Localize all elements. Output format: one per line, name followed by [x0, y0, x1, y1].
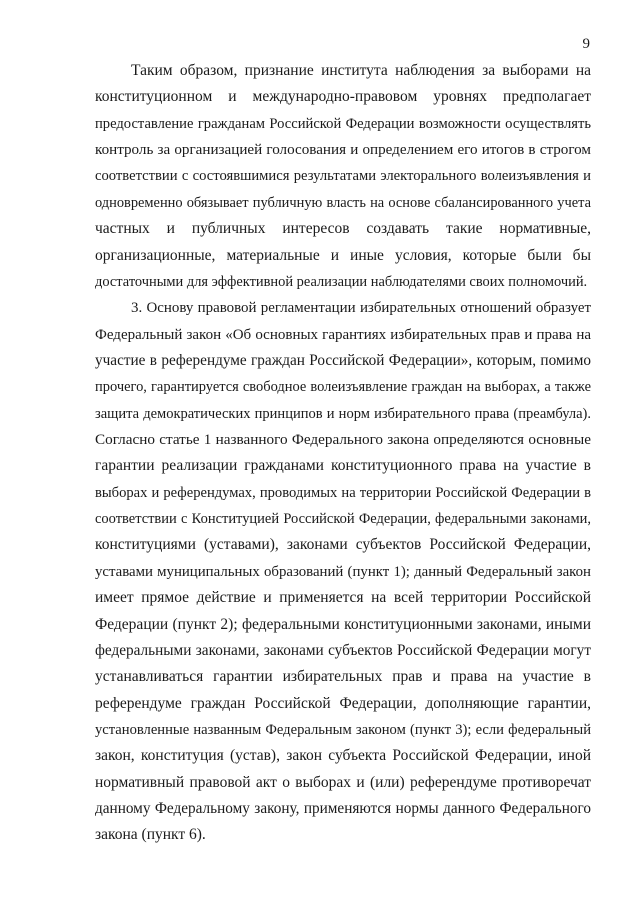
paragraph-2-line-14: федеральными законами, законами субъектов Российской Федерации могут [95, 641, 591, 659]
paragraph-2-line-7: гарантии реализации гражданами конституционного права на участие в [95, 457, 591, 475]
paragraph-2-line-5: защита демократических принципов и норм избирательного права (преамбула). [95, 405, 591, 422]
paragraph-2-line-19: нормативный правовой акт о выборах и (или) референдуме противоречат [95, 773, 591, 791]
paragraph-1-line-9: достаточными для эффективной реализации наблюдателями своих полномочий. [95, 273, 588, 290]
paragraph-2-line-9: соответствии с Конституцией Российской Федерации, федеральными законами, [95, 511, 591, 528]
paragraph-1-line-4: контроль за организацией голосования и определением его итогов в строгом [95, 142, 591, 159]
paragraph-2-line-20: данному Федеральному закону, применяются нормы данного Федерального [95, 800, 591, 818]
paragraph-1-line-2: конституционном и международно-правовом уровнях предполагает [95, 88, 591, 106]
paragraph-2-line-18: закон, конституция (устав), закон субъекта Российской Федерации, иной [95, 747, 591, 765]
paragraph-2-line-16: референдуме граждан Российской Федерации, дополняющие гарантии, [95, 694, 591, 712]
paragraph-2-line-12: имеет прямое действие и применяется на всей территории Российской [95, 589, 591, 607]
paragraph-2-line-17: установленные названным Федеральным законом (пункт 3); если федеральный [95, 721, 591, 738]
paragraph-2-line-1: 3. Основу правовой регламентации избирательных отношений образует [131, 300, 591, 317]
paragraph-2-line-6: Согласно статье 1 названного Федерального закона определяются основные [95, 431, 591, 449]
paragraph-2-line-10: конституциями (уставами), законами субъектов Российской Федерации, [95, 536, 591, 554]
document-body [95, 58, 591, 849]
paragraph-2-line-3: участие в референдуме граждан Российской Федерации», которым, помимо [95, 351, 591, 369]
paragraph-1-line-7: частных и публичных интересов создавать такие нормативные, [95, 220, 591, 238]
paragraph-1-line-6: одновременно обязывает публичную власть на основе сбалансированного учета [95, 194, 591, 211]
paragraph-1-line-5: соответствии с состоявшимися результатами электорального волеизъявления и [95, 168, 591, 185]
paragraph-1-line-8: организационные, материальные и иные условия, которые были бы [95, 246, 591, 264]
paragraph-2-line-8: выборах и референдумах, проводимых на территории Российской Федерации в [95, 484, 591, 501]
page-number: 9 [582, 36, 590, 52]
paragraph-1-line-3: предоставление гражданам Российской Федерации возможности осуществлять [95, 115, 591, 132]
paragraph-2-line-21: закона (пункт 6). [95, 826, 206, 844]
paragraph-2-line-4: прочего, гарантируется свободное волеизъявление граждан на выборах, а также [95, 379, 591, 396]
paragraph-2-line-13: Федерации (пункт 2); федеральными конституционными законами, иными [95, 615, 591, 633]
paragraph-1-line-1: Таким образом, признание института наблюдения за выборами на [131, 62, 591, 79]
paragraph-2-line-15: устанавливаться гарантии избирательных прав и права на участие в [95, 668, 591, 686]
paragraph-2-line-2: Федеральный закон «Об основных гарантиях избирательных прав и права на [95, 326, 591, 343]
paragraph-2-line-11: уставами муниципальных образований (пункт 1); данный Федеральный закон [95, 563, 591, 580]
